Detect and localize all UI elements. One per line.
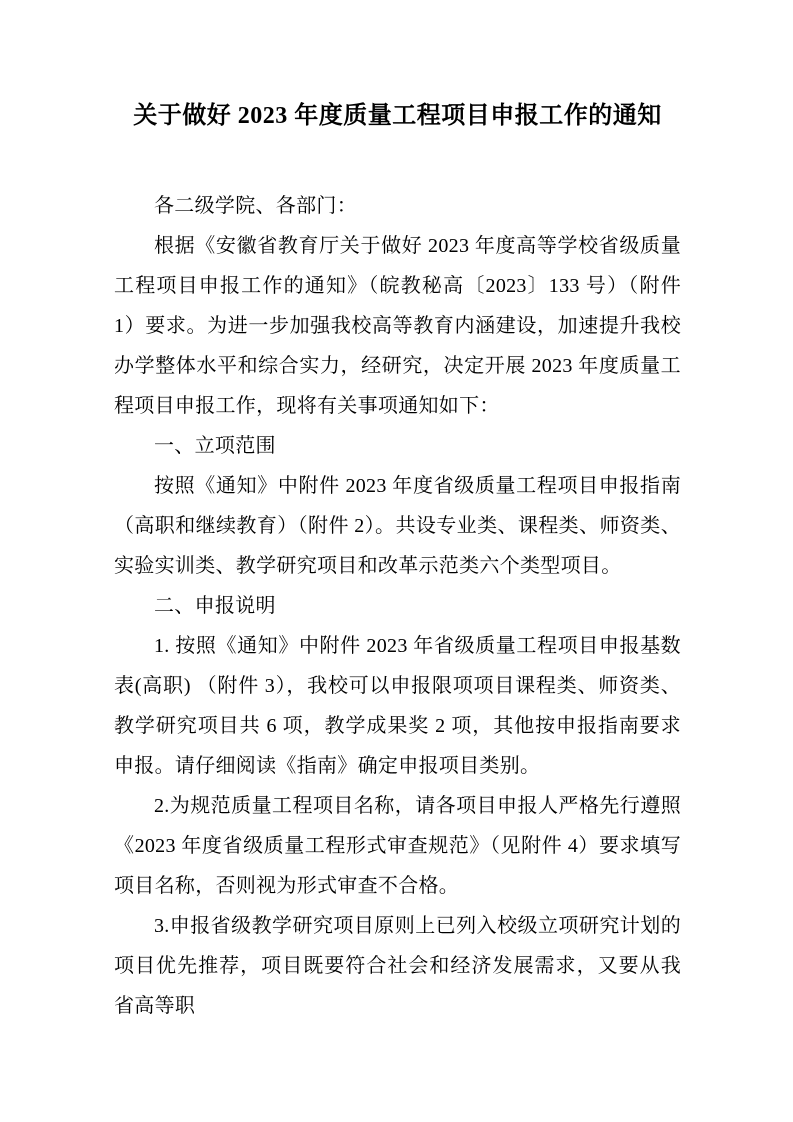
section-2-paragraph-3: 3.申报省级教学研究项目原则上已列入校级立项研究计划的项目优先推荐，项目既要符合社会和经济发展需求，又要从我省高等职 — [114, 915, 681, 1017]
section-2-paragraph-2: 2.为规范质量工程项目名称，请各项目申报人严格先行遵照《2023 年度省级质量工程形式审查规范》（见附件 4）要求填写项目名称，否则视为形式审查不合格。 — [114, 795, 681, 897]
document-title: 关于做好 2023 年度质量工程项目申报工作的通知 — [133, 103, 662, 129]
salutation-line: 各二级学院、各部门： — [154, 195, 357, 217]
section-2-paragraph-1: 1. 按照《通知》中附件 2023 年省级质量工程项目申报基数表(高职) （附件 3），我校可以申报限项项目课程类、师资类、教学研究项目共 6 项，教学成果奖 2 项，其他按申报指南要求申报。请仔细阅读《指南》确定申报项目类别。 — [114, 635, 681, 777]
section-1-paragraph-1: 按照《通知》中附件 2023 年度省级质量工程项目申报指南（高职和继续教育）（附件 2）。共设专业类、课程类、师资类、实验实训类、教学研究项目和改革示范类六个类型项目。 — [114, 475, 681, 577]
intro-paragraph: 根据《安徽省教育厅关于做好 2023 年度高等学校省级质量工程项目申报工作的通知》（皖教秘高〔2023〕133 号）（附件 1）要求。为进一步加强我校高等教育内涵建设，加速提升我校办学整体水平和综合实力，经研究，决定开展 2023 年度质量工程项目申报工作，现将有关事项通知如下： — [114, 235, 681, 417]
section-1-heading: 一、立项范围 — [154, 435, 276, 457]
section-2-heading: 二、申报说明 — [154, 595, 276, 617]
